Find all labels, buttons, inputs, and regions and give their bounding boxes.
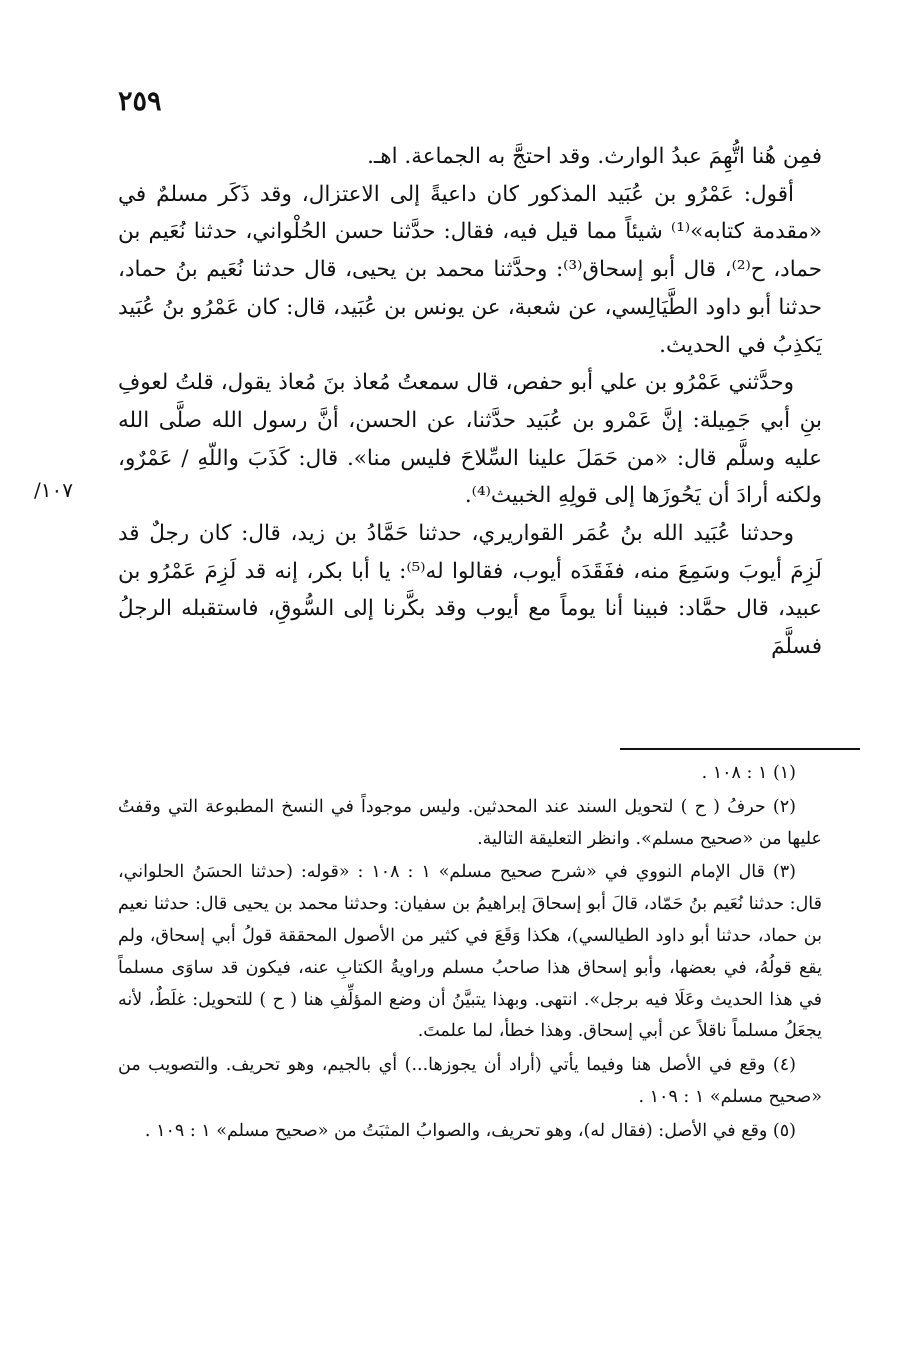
page-number: ٢٥٩: [118, 86, 162, 117]
footnote: (٥) وقع في الأصل: (فقال له)، وهو تحريف، والصوابُ المثبَتُ من «صحيح مسلم» ١ : ١٠٩ .: [144, 1120, 796, 1141]
footnote: (٤) وقع في الأصل هنا وفيما يأتي (أراد أن يجوزها...) أي بالجيم، وهو تحريف. والتصويب من «صحيح مسلم» ١ : ١٠٩ .: [118, 1055, 822, 1107]
paragraph: أقول: عَمْرُو بن عُبَيد المذكور كان داعيةً إلى الاعتزال، وقد ذَكَر مسلمٌ في «مقدمة كتابه»⁽¹⁾ شيئاً مما قيل فيه، فقال: حدَّثنا حسن الحُلْواني، حدثنا نُعَيم بن حماد، ح⁽²⁾، قال أبو إسحاق⁽³⁾: وحدَّثنا محمد بن يحيى، قال حدثنا نُعَيم بنُ حماد، حدثنا أبو داود الطَّيَالِسي، عن شعبة، عن يونس بن عُبَيد، قال: كان عَمْرُو بنُ عُبَيد يَكذِبُ في الحديث.: [118, 181, 823, 358]
footnote: (١) ١ : ١٠٨ .: [701, 763, 796, 783]
footnote: (٣) قال الإمام النووي في «شرح صحيح مسلم» ١ : ١٠٨ : «قوله: (حدثنا الحسَنُ الحلواني، قال: حدثنا نُعَيم بنُ حَمّاد، قالَ أبو إسحاقَ إبراهيمُ بن سفيان: وحدثنا محمد بن يحيى قال: حدثنا نعيم بن حماد، حدثنا أبو داود الطيالسي)، هكذا وَقَعَ في كثير من الأصول المحققة قولُ أبي إسحاق، ولم يقع قولُهُ، في بعضها، وأبو إسحاق هذا صاحبُ مسلم وراويةُ الكتابِ عنه، فيكون قد ساوَى مسلماً في هذا الحديث وعَلَا فيه برجل». انتهى. وبهذا يتبيَّنُ أن وضع المؤلِّفِ هنا ( ح ) للتحويل: غلَطٌ، لأنه يجعَلُ مسلماً ناقلاً عن أبي إسحاق. وهذا خطأ، لما علمتَ.: [118, 862, 822, 1042]
paragraph: فمِن هُنا اتُّهِمَ عبدُ الوارث. وقد احتجَّ به الجماعة. اهـ.: [367, 144, 822, 169]
footnotes: [118, 758, 822, 1148]
paragraph: وحدَّثني عَمْرُو بن علي أبو حفص، قال سمعتُ مُعاذ بنَ مُعاذ يقول، قلتُ لعوفِ بنِ أبي جَمِيلة: إنَّ عَمْرو بن عُبَيد حدَّثنا، عن الحسن، أنَّ رسول الله صلَّى الله عليه وسلَّم قال: «من حَمَلَ علينا السِّلاحَ فليس منا». قال: كَذَبَ واللّهِ / عَمْرٌو، ولكنه أرادَ أن يَحُوزَها إلى قولِهِ الخبيث⁽⁴⁾.: [118, 370, 822, 509]
margin-page-marker: ١٠٧/: [34, 478, 73, 502]
footnote: (٢) حرفُ ( ح ) لتحويل السند عند المحدثين. وليس موجوداً في النسخ المطبوعة التي وقفتُ عليها من «صحيح مسلم». وانظر التعليقة التالية.: [118, 796, 822, 849]
footnote-divider: [620, 748, 860, 750]
main-text: [118, 138, 822, 666]
paragraph: وحدثنا عُبَيد الله بنُ عُمَر القواريري، حدثنا حَمَّادُ بن زيد، قال: كان رجلٌ قد لَزِمَ أيوبَ وسَمِعَ منه، ففَقَدَه أيوب، فقالوا له⁽⁵⁾: يا أبا بكر، إنه قد لَزِمَ عَمْرُو بن عبيد، قال حمَّاد: فبينا أنا يوماً مع أيوب وقد بكَّرنا إلى السُّوقِ، فاستقبله الرجلُ فسلَّمَ: [118, 521, 822, 660]
